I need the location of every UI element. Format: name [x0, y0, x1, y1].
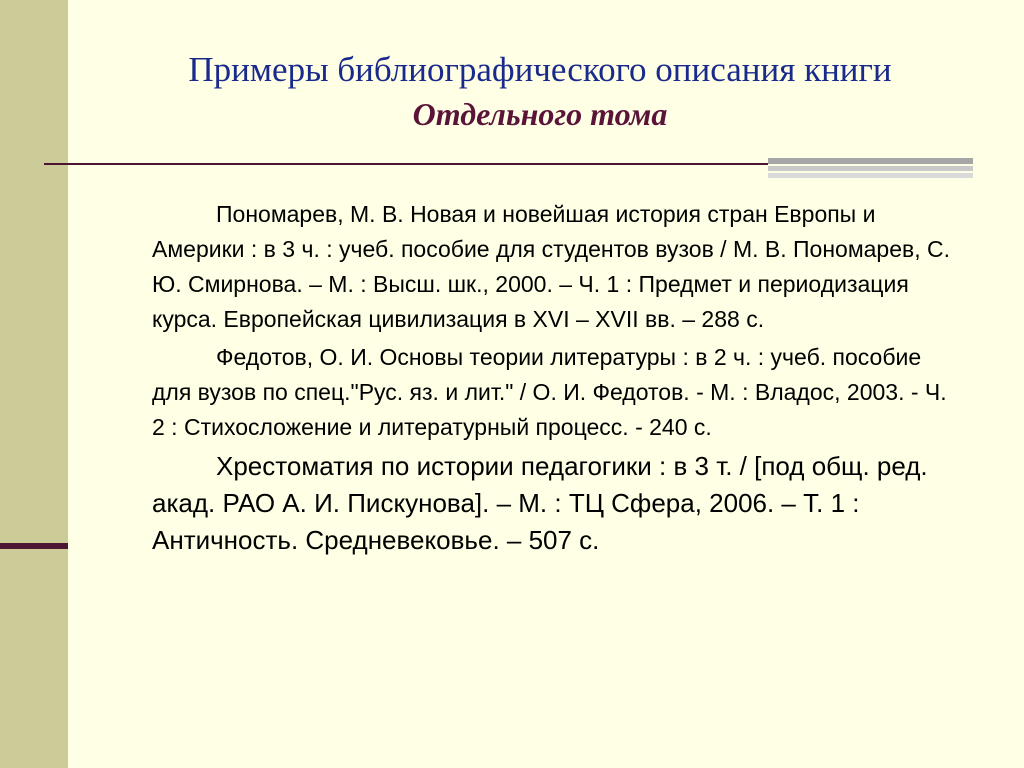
- slide-title: [100, 48, 980, 136]
- left-accent-bar: [0, 543, 68, 549]
- divider-striped-block: [768, 158, 973, 180]
- left-decorative-band: [0, 0, 68, 768]
- bibliography-list: [152, 197, 952, 559]
- title-main: Примеры библиографического описания книги: [188, 50, 892, 89]
- title-subtitle: Отдельного тома: [412, 96, 668, 132]
- title-divider-line: [44, 163, 768, 165]
- bibliography-entry-2: Федотов, О. И. Основы теории литературы : в 2 ч. : учеб. пособие для вузов по спец."Рус. яз. и лит." / О. И. Федотов. - М. : Владос, 2003. - Ч. 2 : Стихосложение и литературный процесс. - 240 с.: [152, 344, 947, 440]
- bibliography-entry-3: Хрестоматия по истории педагогики : в 3 т. / [под общ. ред. акад. РАО А. И. Пискунова]. – М. : ТЦ Сфера, 2006. – Т. 1 : Античность. Средневековье. – 507 с.: [152, 451, 928, 555]
- bibliography-entry-1: Пономарев, М. В. Новая и новейшая история стран Европы и Америки : в 3 ч. : учеб. пособие для студентов вузов / М. В. Пономарев, С. Ю. Смирнова. – М. : Высш. шк., 2000. – Ч. 1 : Предмет и периодизация курса. Европейская цивилизация в XVI – XVII вв. – 288 с.: [152, 201, 951, 332]
